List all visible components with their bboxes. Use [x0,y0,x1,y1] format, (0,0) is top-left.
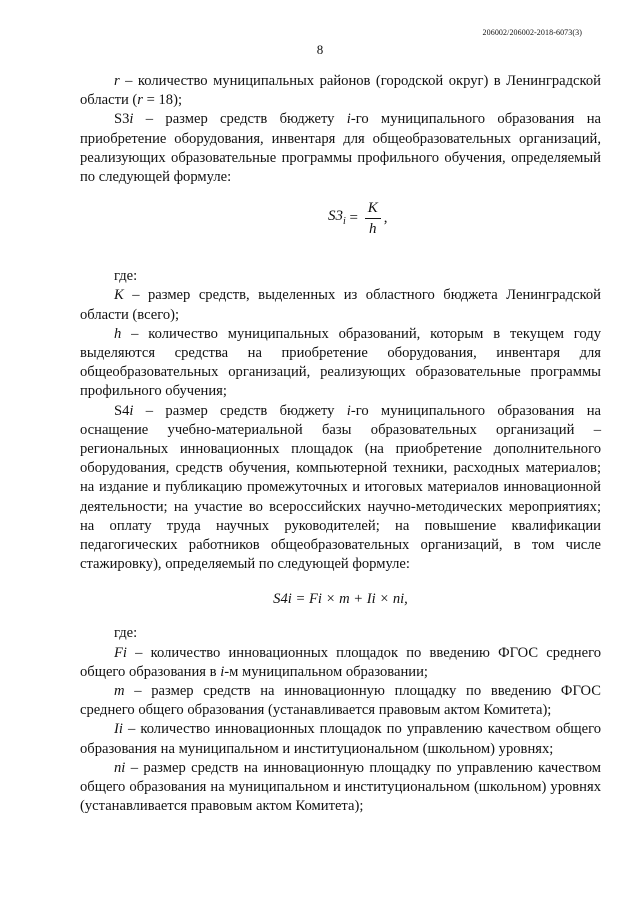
page-number: 8 [316,42,324,57]
paragraph-text: = 18); [142,92,183,109]
paragraph-ii [80,720,601,758]
formula-equals: = [345,210,362,227]
paragraph-text: – количество муниципальных образований, которым в текущем году выделяются средства на приобретение оборудования, инвентаря для общеобразовательных организаций, реализующих образовательные программы профильного обучения; [80,325,601,400]
paragraph-text: – количество муниципальных районов (городской округ) в Ленинградской области ( [80,73,601,109]
var-k: K [114,287,124,304]
formula-comma: , [383,210,388,227]
formula-subscript: i [343,215,346,227]
var-fi: Fi [114,644,127,661]
paragraph-text: -м муниципальном образовании; [224,663,428,680]
paragraph-text: -го муниципального образования на приобретение оборудования, инвентаря для общеобразовательных организаций, реализующих образовательные программы профильного обучения, определяемый по следующей формуле: [80,111,601,186]
formula-s3i [80,187,601,253]
document-id: 206002/206002-2018-6073(3) [482,28,582,37]
var-i: i [346,111,351,128]
var-i: i [220,663,225,680]
where-label: где: [114,268,138,285]
paragraph-text: – размер средств бюджету [133,402,347,419]
paragraph-s4i [80,402,601,575]
var-r: r [137,92,143,109]
paragraph-text: – размер средств на инновационную площадку по управлению качеством общего образования на муниципальном и институциональном (школьном) уровнях (устанавливается правовым актом Комитета); [80,759,601,815]
paragraph-text: – размер средств, выделенных из областного бюджета Ленинградской области (всего); [80,287,601,323]
var-ii: Ii [114,721,123,738]
paragraph-text: – размер средств на инновационную площадку по введению ФГОС среднего общего образования (устанавливается правовым актом Комитета); [80,683,601,719]
formula-lhs: S3 [328,207,343,224]
paragraph-text: – количество инновационных площадок по управлению качеством общего образования на муниципальном и институциональном (школьном) уровнях; [80,721,601,757]
formula-fraction [365,199,381,238]
paragraph-s3i [80,110,601,187]
var-i: i [346,402,351,419]
paragraph-k [80,286,601,324]
formula-s4i-text: S4i = Fi × m + Ii × ni, [273,590,408,607]
var-s3i: S3i [114,111,134,128]
paragraph-text: – размер средств бюджету [133,111,347,128]
paragraph-text: -го муниципального образования на оснащение учебно-материальной базы образовательных организаций – региональных инновационных площадок (на приобретение дополнительного оборудования, средств обучения, компьютерной техники, расходных материалов; на издание и публикацию промежуточных и итоговых материалов инновационной деятельности; на участие во всероссийских научно-методических мероприятиях; на оплату труда научных руководителей; на повышение квалификации педагогических работников общеобразовательных организаций, в том числе стажировку), определяемый по следующей формуле: [80,402,601,573]
where-label: где: [114,625,138,642]
var-r: r [114,73,120,89]
var-h: h [114,325,122,342]
var-s4i: S4i [114,402,134,419]
paragraph-h [80,325,601,402]
paragraph-text: – количество инновационных площадок по введению ФГОС среднего общего образования в [80,644,601,680]
var-m: m [114,683,125,700]
paragraph-r [80,72,601,110]
paragraph-m [80,682,601,720]
var-ni: ni [114,759,126,776]
formula-s4i [80,574,601,624]
paragraph-ni [80,759,601,817]
paragraph-fi [80,644,601,682]
document-body [80,72,601,817]
fraction-numerator: K [365,199,381,219]
fraction-denominator: h [369,221,377,238]
